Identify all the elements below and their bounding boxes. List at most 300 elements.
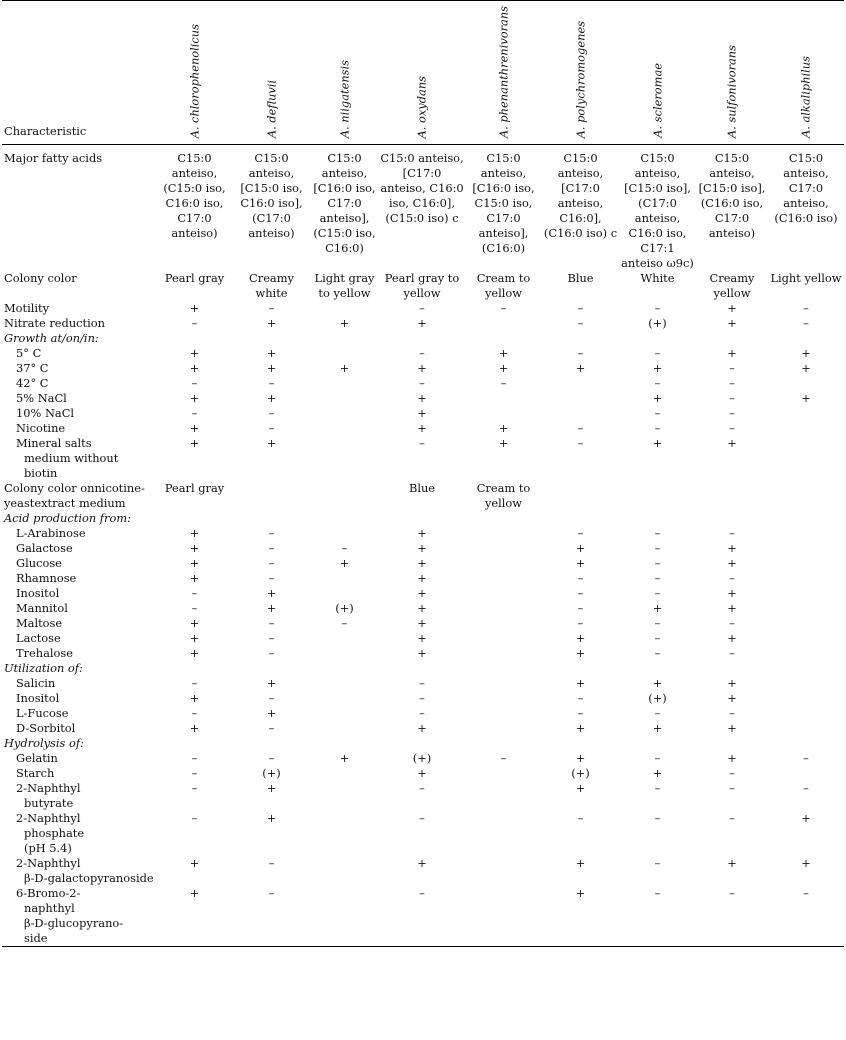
table-cell: – [577,346,584,360]
table-cell [233,481,310,511]
table-cell: – [191,376,198,390]
table-cell: – [268,646,275,660]
table-cell: – [654,781,661,795]
table-row [2,331,844,346]
row-label-text: Starch [16,766,55,780]
row-label-text: 5° C [16,346,42,360]
table-cell: – [268,631,275,645]
table-cell [768,736,844,751]
table-cell: Creamy white [249,271,294,300]
table-cell: – [577,316,584,330]
table-cell: – [577,706,584,720]
table-cell: + [575,361,586,375]
table-cell: – [729,376,735,390]
row-label-text: 2-Naphthyl [16,811,81,825]
table-cell: – [341,541,348,555]
table-cell: – [577,436,584,450]
table-cell: – [419,691,425,705]
table-cell: – [729,811,735,825]
row-label [2,511,156,526]
row-label-text: Nicotine [16,421,66,435]
row-label [2,856,156,886]
table-cell: – [654,751,661,765]
row-label [2,406,156,421]
row-label [2,676,156,691]
table-cell: + [339,751,350,765]
table-cell: + [189,346,200,360]
row-label-text: Mannitol [16,601,68,615]
table-cell: – [268,541,275,555]
table-cell: – [803,781,809,795]
table-cell [768,511,844,526]
table-cell: + [417,391,427,405]
table-cell: Creamy yellow [709,271,755,300]
table-cell: – [729,616,735,630]
row-label [2,766,156,781]
table-cell: + [498,436,509,450]
table-cell: – [577,601,584,615]
table-cell: + [266,676,277,690]
table-cell: + [417,571,427,585]
table-cell: – [654,346,661,360]
table-cell: + [417,766,427,780]
table-cell: + [417,316,427,330]
header-species: A. scleromae [650,63,664,138]
table-cell [542,391,619,406]
table-cell: – [191,601,198,615]
table-cell: + [575,556,586,570]
table-cell: + [498,361,509,375]
table-cell: Light yellow [770,271,842,285]
table-cell [379,661,465,676]
table-cell [768,541,844,556]
table-cell [465,586,542,601]
table-cell: – [654,631,661,645]
table-cell: + [266,601,277,615]
table-cell: – [729,526,735,540]
row-label-text: Lactose [16,631,61,645]
header-species: A. chlorophenolicus [187,23,201,138]
table-cell [379,331,465,346]
table-cell: – [341,616,348,630]
table-cell: Blue [408,481,436,495]
table-cell [465,601,542,616]
table-cell: – [268,571,275,585]
row-label-text: 42° C [16,376,49,390]
row-label-text: Utilization of: [4,661,83,675]
table-cell: Pearl gray [164,481,225,495]
row-label [2,706,156,721]
table-cell: + [727,586,737,600]
table-cell: + [266,811,277,825]
table-cell [233,736,310,751]
table-cell: – [803,886,809,900]
table-cell [768,706,844,721]
table-cell [542,481,619,511]
table-cell: + [189,436,200,450]
table-cell: (+) [648,316,667,330]
table-cell: – [654,541,661,555]
table-cell: + [801,811,811,825]
table-cell [310,421,379,436]
table-cell [310,736,379,751]
table-cell: + [266,436,277,450]
table-cell [696,661,768,676]
row-label-text: medium without [24,451,119,465]
row-label [2,301,156,316]
table-cell: – [191,406,198,420]
table-cell [619,661,696,676]
table-row [2,616,844,631]
row-label [2,586,156,601]
table-cell [156,736,233,751]
table-cell: + [575,721,586,735]
table-row [2,601,844,616]
table-cell [465,766,542,781]
table-cell: – [729,766,735,780]
table-cell [465,781,542,811]
table-cell: – [654,301,661,315]
table-cell: + [266,706,277,720]
table-cell: + [727,346,737,360]
table-cell [465,676,542,691]
table-cell [156,661,233,676]
table-cell: + [417,586,427,600]
row-label [2,646,156,661]
table-cell [465,526,542,541]
table-cell: – [268,526,275,540]
table-cell [156,331,233,346]
table-cell: – [268,376,275,390]
table-cell [310,406,379,421]
table-cell: – [268,691,275,705]
table-cell [310,691,379,706]
table-cell [542,406,619,421]
table-cell: + [417,526,427,540]
row-label-text: 2-Naphthyl [16,781,81,795]
table-cell: – [577,691,584,705]
table-cell: – [268,406,275,420]
table-row [2,631,844,646]
table-cell: – [654,616,661,630]
table-cell [465,706,542,721]
table-cell: (+) [648,691,667,705]
table-cell: Pearl gray [164,271,225,285]
table-cell [465,571,542,586]
table-cell: + [727,691,737,705]
table-cell: + [652,601,663,615]
table-cell [768,631,844,646]
row-label-text: Growth at/on/in: [4,331,99,345]
table-cell: + [417,541,427,555]
table-cell: + [575,856,586,870]
table-cell [310,646,379,661]
table-cell [768,676,844,691]
table-cell: – [419,301,425,315]
table-cell [310,376,379,391]
table-cell: + [266,316,277,330]
table-cell: + [189,541,200,555]
table-cell [233,331,310,346]
row-label-text: Major fatty acids [4,151,103,165]
table-cell [619,481,696,511]
table-cell [768,481,844,511]
row-label-text: Glucose [16,556,62,570]
table-cell: – [577,421,584,435]
table-cell: + [189,361,200,375]
table-cell: + [417,616,427,630]
table-cell: C15:0 anteiso, [C15:0 iso], (C16:0 iso, C17:0 anteiso) [698,151,766,240]
table-cell: + [189,571,200,585]
table-cell: – [268,616,275,630]
table-cell: + [498,421,509,435]
table-cell: + [727,541,737,555]
table-cell: – [654,706,661,720]
table-cell [310,781,379,811]
table-cell: – [577,526,584,540]
header-species: A. oxydans [414,75,429,138]
table-cell [768,436,844,481]
header-row [2,1,844,145]
table-cell: + [417,856,427,870]
table-cell: C15:0 anteiso, [C15:0 iso], (C17:0 anteiso, C16:0 iso, C17:1 anteiso ω9c) [621,151,694,270]
table-cell: – [803,301,809,315]
table-cell [465,886,542,947]
table-cell [619,331,696,346]
table-cell [310,811,379,856]
table-cell: + [339,316,350,330]
table-cell: – [419,886,425,900]
header-species: A. niigatensis [337,59,351,138]
row-label-text: Mineral salts [16,436,92,450]
table-cell: + [498,346,509,360]
table-cell: – [191,781,198,795]
table-row [2,856,844,886]
table-cell: – [268,856,275,870]
table-cell [465,736,542,751]
table-cell: + [801,361,811,375]
row-label-text: Motility [4,301,50,315]
table-cell: – [577,571,584,585]
table-cell [310,481,379,511]
table-cell: – [500,376,507,390]
table-cell: C15:0 anteiso, [C15:0 iso, C16:0 iso], (C17:0 anteiso) [240,151,303,240]
table-cell: + [189,301,200,315]
row-label [2,481,156,511]
row-label-text: side [24,931,48,945]
table-row [2,145,844,272]
table-cell [310,331,379,346]
table-cell: – [654,376,661,390]
table-cell [619,736,696,751]
row-label [2,145,156,272]
table-cell: + [417,646,427,660]
table-cell: Cream to yellow [476,481,531,510]
table-cell: + [727,676,737,690]
table-cell [156,511,233,526]
row-label-text: 2-Naphthyl [16,856,81,870]
table-cell: – [654,886,661,900]
table-cell [768,766,844,781]
table-cell [542,736,619,751]
table-cell [310,676,379,691]
row-label-text: Salicin [16,676,56,690]
table-cell: + [417,361,427,375]
table-cell [310,706,379,721]
row-label [2,781,156,811]
table-cell: (+) [335,601,354,615]
row-label [2,691,156,706]
table-cell [768,406,844,421]
table-row [2,736,844,751]
table-cell: – [191,811,198,825]
table-cell: – [654,421,661,435]
table-cell: + [575,676,586,690]
table-cell: – [419,811,425,825]
table-cell: + [189,631,200,645]
table-cell: – [729,391,735,405]
table-cell: + [652,721,663,735]
table-row [2,676,844,691]
table-cell: (+) [262,766,281,780]
table-cell: + [575,886,586,900]
row-label [2,541,156,556]
table-cell: – [803,751,809,765]
table-cell [310,661,379,676]
table-cell [310,721,379,736]
table-cell [768,586,844,601]
table-cell: + [801,856,811,870]
table-cell: + [339,361,350,375]
table-cell: – [419,781,425,795]
table-cell [696,331,768,346]
table-cell: – [268,301,275,315]
table-cell: – [654,556,661,570]
table-cell: – [419,706,425,720]
table-cell [310,631,379,646]
table-cell [310,586,379,601]
table-cell: + [652,676,663,690]
table-row [2,406,844,421]
table-row [2,691,844,706]
table-cell: + [575,781,586,795]
row-label [2,721,156,736]
table-cell: C15:0 anteiso, C17:0 anteiso, (C16:0 iso) [774,151,838,225]
table-cell: – [577,616,584,630]
table-cell: – [729,361,735,375]
row-label [2,376,156,391]
table-cell [768,616,844,631]
table-cell: + [727,436,737,450]
table-cell: C15:0 anteiso, [C17:0 anteiso, C16:0 iso, C16:0], (C15:0 iso) c [380,151,464,225]
row-label-text: L-Arabinose [16,526,86,540]
table-row [2,751,844,766]
table-cell: – [729,781,735,795]
table-row [2,706,844,721]
table-cell: + [417,601,427,615]
header-species: A. sulfonivorans [724,44,739,138]
table-cell [465,511,542,526]
table-cell: + [652,361,663,375]
table-cell: + [266,346,277,360]
table-cell: + [727,631,737,645]
row-label-text: 37° C [16,361,49,375]
table-cell [379,736,465,751]
row-label-text: Maltose [16,616,63,630]
table-row [2,391,844,406]
table-cell: – [654,646,661,660]
table-cell [542,511,619,526]
table-cell: + [727,556,737,570]
table-cell: + [652,766,663,780]
table-cell [310,301,379,316]
table-cell [465,406,542,421]
table-row [2,481,844,511]
table-cell [233,661,310,676]
table-cell [465,721,542,736]
table-row [2,556,844,571]
row-label-text: Colony color [4,271,77,285]
table-cell [310,766,379,781]
table-cell: White [640,271,675,285]
row-label [2,526,156,541]
row-label [2,886,156,947]
table-cell: + [417,421,427,435]
row-label [2,436,156,481]
table-cell: – [268,556,275,570]
row-label-text: 6-Bromo-2- [16,886,81,900]
table-cell: + [727,301,737,315]
header-species: A. defluvii [264,79,278,138]
table-row [2,361,844,376]
table-cell: – [419,676,425,690]
row-label-text: nicotine-yeast [4,481,145,510]
table-cell: + [727,751,737,765]
table-cell [768,556,844,571]
table-cell: + [801,391,811,405]
row-label-text: 5% NaCl [16,391,67,405]
row-label-text: Rhamnose [16,571,77,585]
row-label-text: β-D-galactopyranoside [24,871,154,885]
table-cell [542,376,619,391]
table-cell [465,661,542,676]
table-cell [542,661,619,676]
table-cell: + [189,421,200,435]
table-row [2,541,844,556]
table-row [2,781,844,811]
table-cell: – [729,646,735,660]
table-cell: Blue [567,271,594,285]
table-cell: C15:0 anteiso, (C15:0 iso, C16:0 iso, C17:0 anteiso) [163,151,226,240]
row-label-text: biotin [24,466,58,480]
row-label-text: butyrate [24,796,74,810]
row-label [2,331,156,346]
table-cell [768,721,844,736]
table-cell: Pearl gray to yellow [384,271,460,300]
table-cell: + [189,856,200,870]
row-label-text: Hydrolysis of: [4,736,84,750]
table-cell: + [189,886,200,900]
table-cell: + [727,721,737,735]
table-row [2,346,844,361]
table-cell: (+) [412,751,432,765]
table-row [2,571,844,586]
row-label-text: Acid production from: [4,511,131,525]
table-body [2,145,844,947]
row-label [2,361,156,376]
table-cell: + [652,436,663,450]
table-cell: (+) [571,766,590,780]
